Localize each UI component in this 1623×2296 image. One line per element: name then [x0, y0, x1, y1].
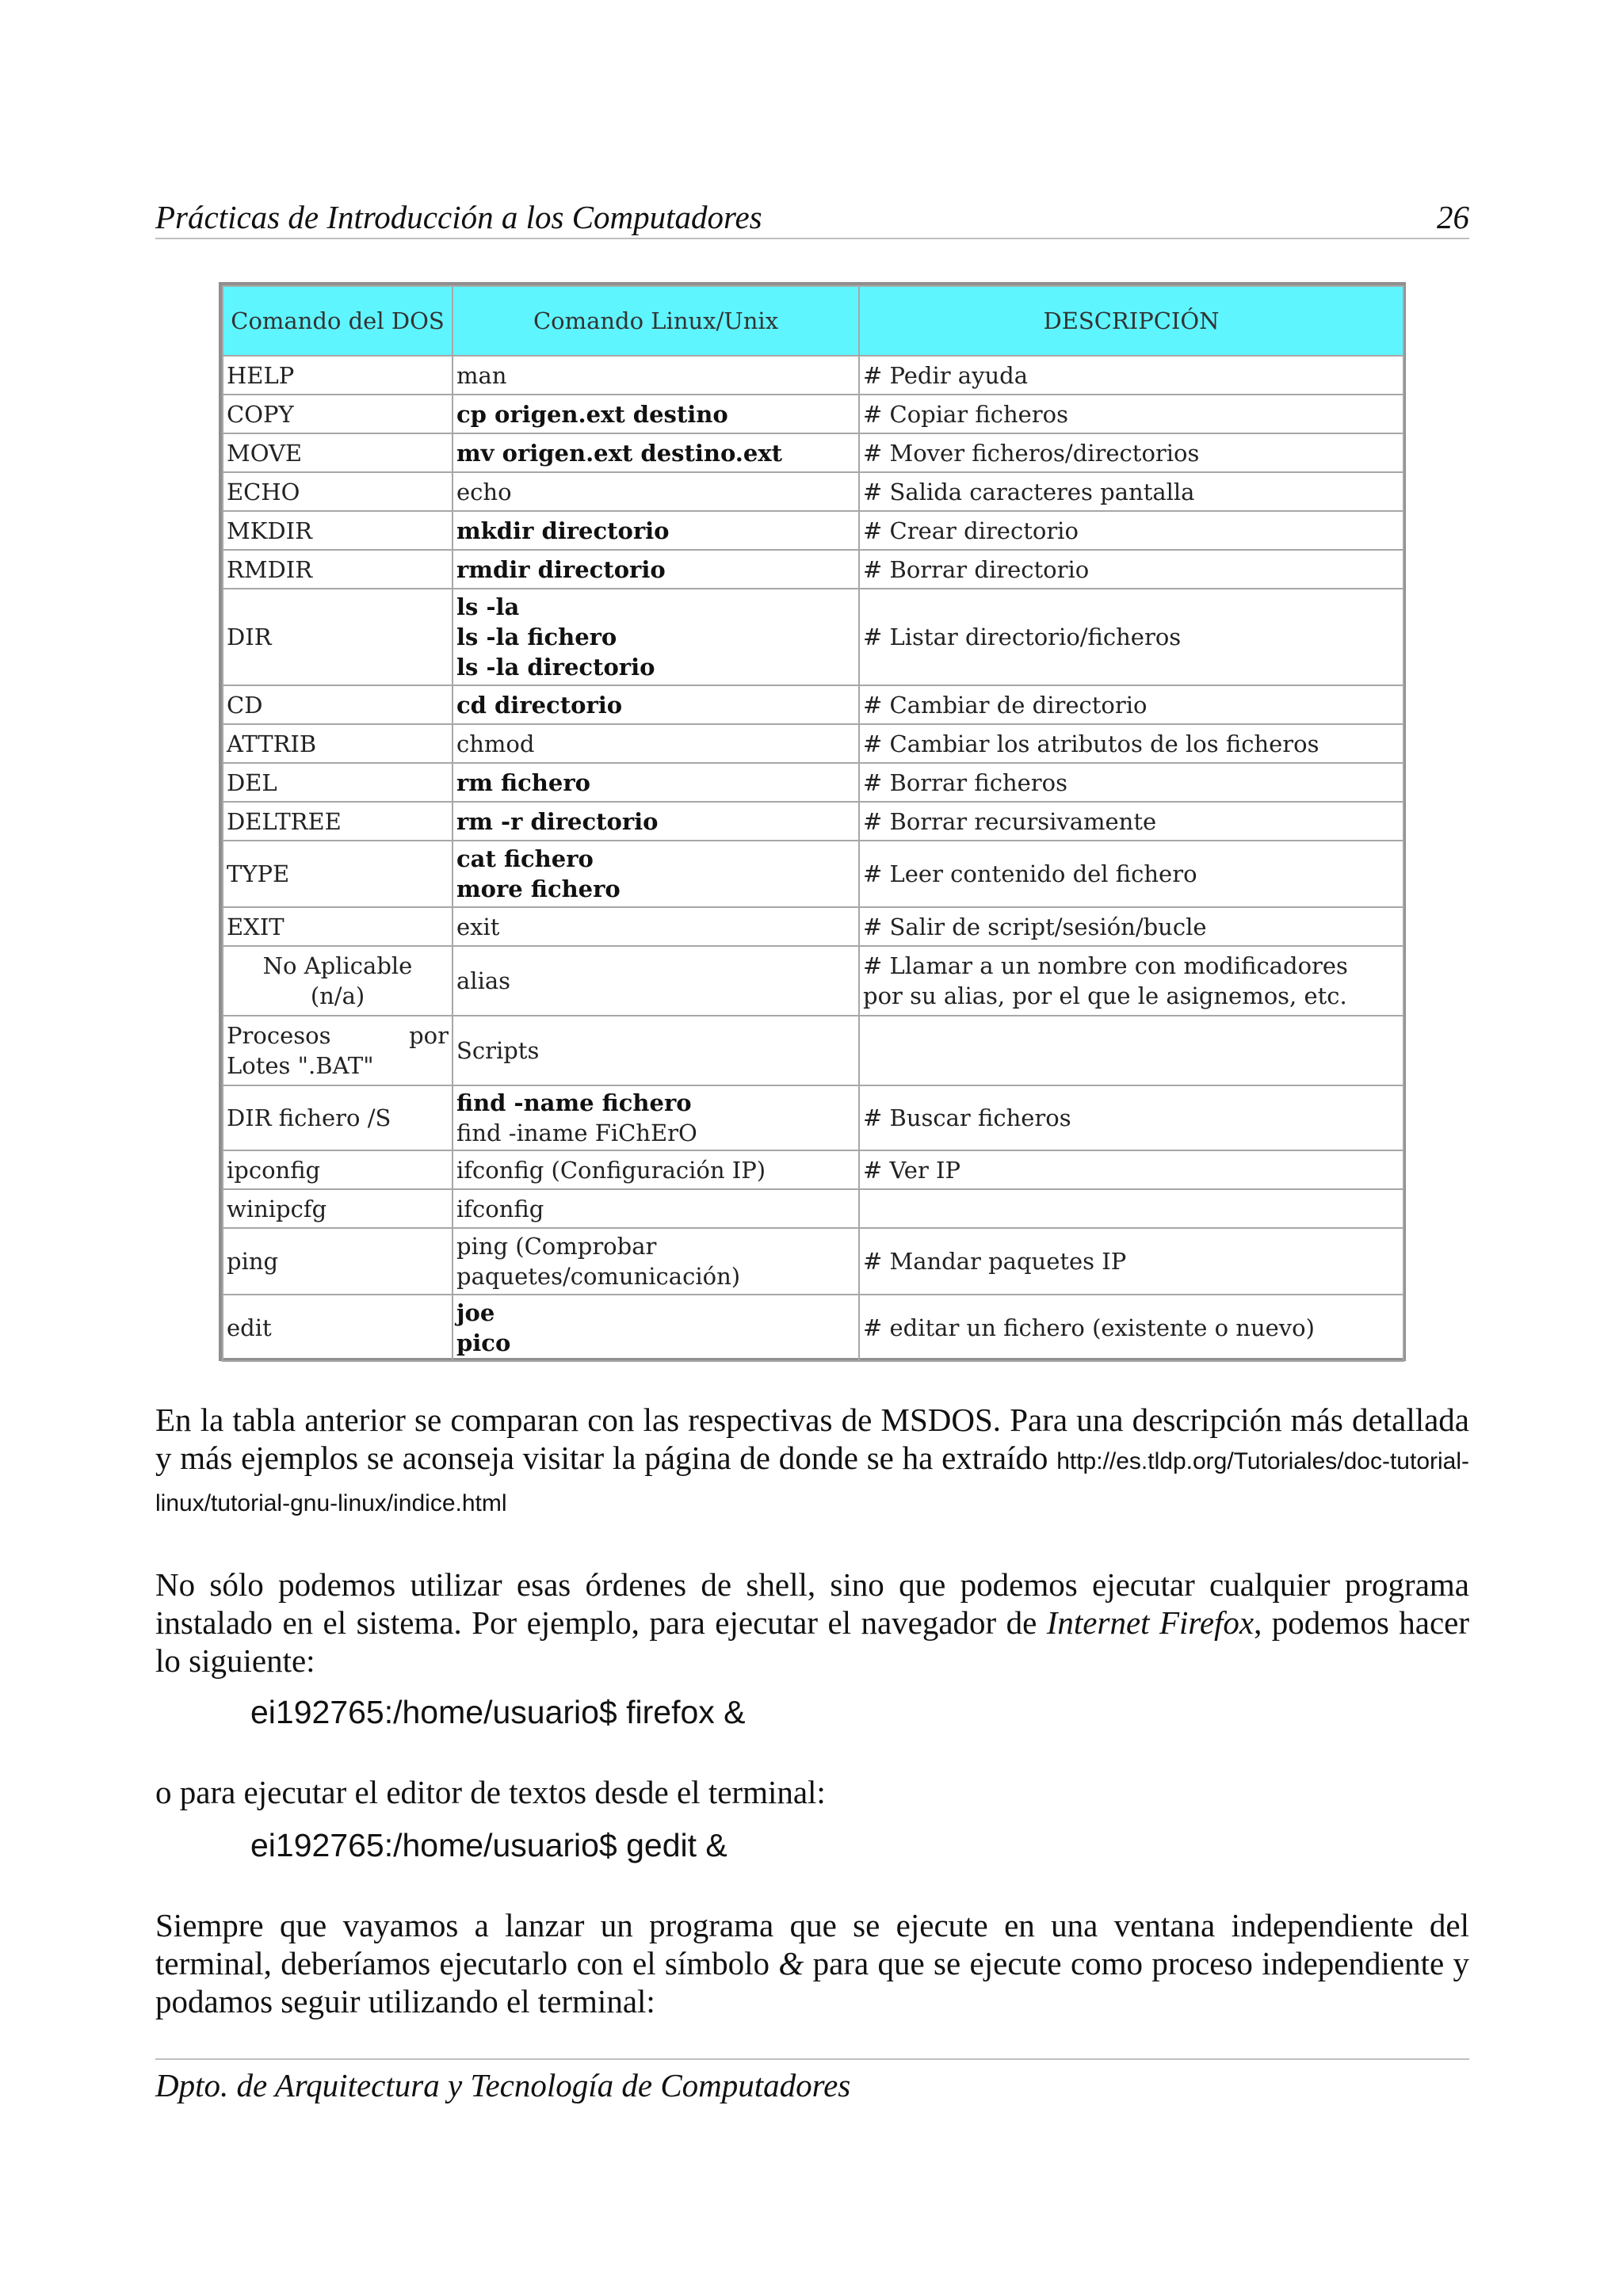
linux-command-line: paquetes/comunicación): [456, 1263, 741, 1290]
code-example-firefox: ei192765:/home/usuario$ firefox &: [250, 1694, 746, 1730]
linux-command: cp origen.ext destino: [453, 395, 859, 433]
linux-command: echo: [453, 472, 859, 511]
dos-command: ECHO: [223, 472, 453, 511]
column-header-dos: Comando del DOS: [223, 286, 453, 356]
table-row: [223, 1016, 1403, 1085]
paragraph-emphasis: Internet Firefox: [1046, 1604, 1254, 1641]
linux-command-line: more fichero: [456, 875, 621, 902]
dos-command: MOVE: [223, 433, 453, 472]
linux-command: rmdir directorio: [453, 550, 859, 589]
paragraph-text: En la tabla anterior se comparan con las respectivas de MSDOS. Para una descripción más detallada y más ejemplos se aconseja visitar la página de donde se ha extraído: [155, 1402, 1469, 1476]
linux-command: [453, 841, 859, 907]
dos-command-line: No Aplicable: [262, 952, 413, 979]
linux-command: ifconfig: [453, 1189, 859, 1228]
linux-command: ifconfig (Configuración IP): [453, 1150, 859, 1189]
table-row: [223, 511, 1403, 550]
dos-command: [223, 946, 453, 1016]
description: # Crear directorio: [859, 511, 1403, 550]
dos-command-word: por: [409, 1022, 449, 1049]
description: # Salir de script/sesión/bucle: [859, 907, 1403, 946]
code-example-gedit: ei192765:/home/usuario$ gedit &: [250, 1827, 727, 1863]
dos-command: DEL: [223, 763, 453, 802]
dos-command: EXIT: [223, 907, 453, 946]
dos-command: COPY: [223, 395, 453, 433]
table-row: [223, 589, 1403, 685]
description: [859, 946, 1403, 1016]
linux-command: exit: [453, 907, 859, 946]
dos-command: ping: [223, 1228, 453, 1295]
dos-command-word: Procesos: [227, 1022, 331, 1049]
dos-command: edit: [223, 1295, 453, 1361]
linux-command: Scripts: [453, 1016, 859, 1085]
description: # Borrar directorio: [859, 550, 1403, 589]
table-row: [223, 395, 1403, 433]
linux-command-line: ping (Comprobar: [456, 1233, 657, 1260]
reference-url: http://es.tldp.org/Tutoriales/doc-tutorial-linux/tutorial-gnu-linux/indice.html: [155, 1448, 1469, 1516]
dos-command: RMDIR: [223, 550, 453, 589]
description: [859, 1189, 1403, 1228]
page-header: [155, 190, 1469, 239]
linux-command-line: ls -la directorio: [456, 654, 655, 681]
paragraph-reference: [155, 1401, 1469, 1523]
column-header-description: DESCRIPCIÓN: [859, 286, 1403, 356]
dos-command-line: Lotes ".BAT": [227, 1052, 374, 1079]
description: # Buscar ficheros: [859, 1085, 1403, 1150]
description: # Listar directorio/ficheros: [859, 589, 1403, 685]
description: # Pedir ayuda: [859, 356, 1403, 395]
linux-command: chmod: [453, 724, 859, 763]
description: # Mover ficheros/directorios: [859, 433, 1403, 472]
table-row: [223, 1150, 1403, 1189]
description: # Copiar ficheros: [859, 395, 1403, 433]
linux-command: [453, 589, 859, 685]
linux-command-line: cat fichero: [456, 845, 594, 872]
linux-command: [453, 1295, 859, 1361]
page-number: 26: [1437, 199, 1469, 235]
linux-command-line: find -iname FiChErO: [456, 1119, 697, 1146]
description: # Cambiar los atributos de los ficheros: [859, 724, 1403, 763]
paragraph-text: No sólo podemos utilizar esas órdenes de shell, sino que podemos ejecutar cualquier programa instalado en el sistema. Por ejemplo, para ejecutar el navegador de: [155, 1566, 1469, 1641]
dos-command: CD: [223, 685, 453, 724]
paragraph-text: para que se ejecute como proceso independiente y podamos seguir utilizando el terminal:: [155, 1945, 1469, 2019]
table-row: [223, 1295, 1403, 1361]
table-row: [223, 1228, 1403, 1295]
table-row: [223, 472, 1403, 511]
paragraph-text: Siempre que vayamos a lanzar un programa que se ejecute en una ventana independiente del terminal, deberíamos ejecutarlo con el símbolo: [155, 1907, 1469, 1981]
table-row: [223, 802, 1403, 841]
document-title: Prácticas de Introducción a los Computadores: [155, 199, 762, 235]
description: # Borrar ficheros: [859, 763, 1403, 802]
dos-command: DELTREE: [223, 802, 453, 841]
page-footer: [155, 2058, 1469, 2103]
description-line: por su alias, por el que le asignemos, etc.: [863, 982, 1347, 1009]
paragraph-text: , podemos hacer lo siguiente:: [155, 1604, 1470, 1679]
linux-command: rm fichero: [453, 763, 859, 802]
linux-command-line: pico: [456, 1329, 511, 1356]
dos-command-line: (n/a): [310, 982, 365, 1009]
paragraph-emphasis: &: [778, 1945, 804, 1981]
linux-command: [453, 1085, 859, 1150]
dos-command-line: [227, 1020, 449, 1051]
table-row: [223, 946, 1403, 1016]
paragraph-background: [155, 1906, 1469, 2020]
linux-command: mkdir directorio: [453, 511, 859, 550]
description: # Borrar recursivamente: [859, 802, 1403, 841]
description: # Leer contenido del fichero: [859, 841, 1403, 907]
table-row: [223, 550, 1403, 589]
linux-command-line: ls -la: [456, 593, 520, 620]
dos-command: DIR: [223, 589, 453, 685]
dos-command: HELP: [223, 356, 453, 395]
paragraph-editor: o para ejecutar el editor de textos desde el terminal:: [155, 1774, 826, 1810]
column-header-linux: Comando Linux/Unix: [453, 286, 859, 356]
description: # Cambiar de directorio: [859, 685, 1403, 724]
table-row: [223, 1189, 1403, 1228]
linux-command: man: [453, 356, 859, 395]
table-row: [223, 907, 1403, 946]
linux-command: alias: [453, 946, 859, 1016]
table-row: [223, 841, 1403, 907]
linux-command: cd directorio: [453, 685, 859, 724]
dos-command: ATTRIB: [223, 724, 453, 763]
description: # Salida caracteres pantalla: [859, 472, 1403, 511]
table-row: [223, 1085, 1403, 1150]
table-row: [223, 356, 1403, 395]
dos-command: MKDIR: [223, 511, 453, 550]
paragraph-programs: [155, 1566, 1469, 1680]
linux-command: mv origen.ext destino.ext: [453, 433, 859, 472]
table-row: [223, 433, 1403, 472]
dos-command: ipconfig: [223, 1150, 453, 1189]
footer-title: Dpto. de Arquitectura y Tecnología de Computadores: [155, 2067, 851, 2103]
description: # Mandar paquetes IP: [859, 1228, 1403, 1295]
table-header-row: [223, 286, 1403, 356]
linux-command-line: joe: [456, 1299, 495, 1326]
linux-command-line: ls -la fichero: [456, 624, 617, 650]
table-row: [223, 724, 1403, 763]
dos-command: [223, 1016, 453, 1085]
description-line: # Llamar a un nombre con modificadores: [863, 952, 1348, 979]
command-comparison-table: [219, 282, 1406, 1361]
table-row: [223, 763, 1403, 802]
dos-command: DIR fichero /S: [223, 1085, 453, 1150]
description: [859, 1016, 1403, 1085]
description: # editar un fichero (existente o nuevo): [859, 1295, 1403, 1361]
description: # Ver IP: [859, 1150, 1403, 1189]
linux-command: [453, 1228, 859, 1295]
linux-command: rm -r directorio: [453, 802, 859, 841]
linux-command-line: find -name fichero: [456, 1089, 692, 1116]
dos-command: TYPE: [223, 841, 453, 907]
table-row: [223, 685, 1403, 724]
dos-command: winipcfg: [223, 1189, 453, 1228]
